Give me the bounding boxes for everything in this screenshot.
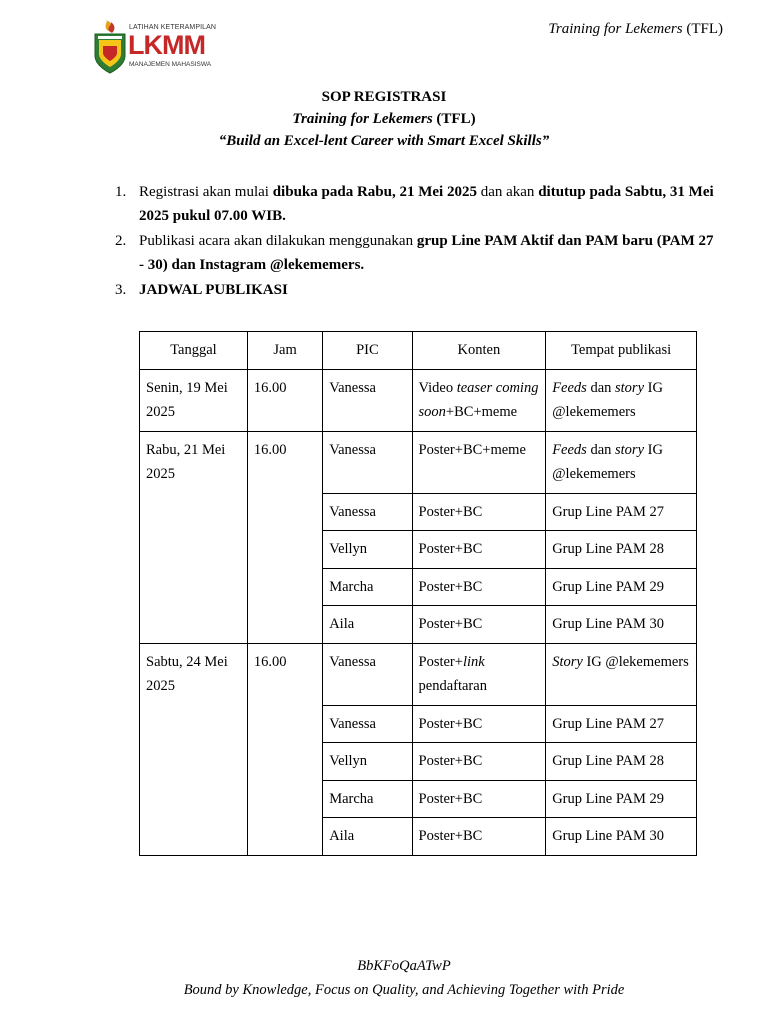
cell-content: Poster+BC [412,780,546,818]
logo-bottom-text: MANAJEMEN MAHASISWA [129,61,212,68]
cell-time: 16.00 [247,643,322,855]
list-bold: grup Line PAM Aktif dan PAM baru (PAM 27 - 30) dan Instagram @lekememers. [139,233,714,273]
place-text: dan [586,379,616,396]
place-italic: story [615,379,645,396]
header-title-italic: Training for Lekemers [548,21,683,37]
list-item [115,278,715,302]
cell-content: Poster+BC [412,531,546,569]
cell-pic: Vanessa [323,493,412,531]
cell-place: Grup Line PAM 30 [546,818,697,856]
place-text: IG @lekememers [552,441,663,482]
place-italic: Feeds [552,441,587,458]
footer-motto: Bound by Knowledge, Focus on Quality, and Achieving Together with Pride [183,982,625,998]
cell-content: Poster+BC [412,705,546,743]
cell-pic: Aila [323,606,412,644]
content-text: pendaftaran [418,678,487,694]
list-text: dan akan [476,184,539,200]
place-italic: Feeds [552,379,587,396]
table-row [140,431,697,493]
list-bold: JADWAL PUBLIKASI [139,282,288,298]
cell-content [412,643,546,705]
document-title-block [0,86,768,152]
subtitle-abbr: (TFL) [436,111,476,127]
list-text: Publikasi acara akan dilakukan menggunakan [139,233,417,249]
content-text: Video [418,379,457,396]
cell-place: Grup Line PAM 30 [546,606,697,644]
document-tagline: “Build an Excel-lent Career with Smart Excel Skills” [218,133,550,149]
table-row [140,643,697,705]
cell-content: Poster+BC [412,606,546,644]
cell-place [546,369,697,431]
cell-content: Poster+BC+meme [412,431,546,493]
header-title-abbr: (TFL) [686,21,723,37]
cell-pic: Aila [323,818,412,856]
col-header-konten: Konten [412,332,546,370]
table-header-row [140,332,697,370]
logo-main-text: LKMM [128,30,205,60]
place-text: dan [586,441,616,458]
place-text: IG @lekememers [552,379,663,420]
numbered-list [115,180,715,303]
cell-place: Grup Line PAM 29 [546,568,697,606]
list-number: 1. [115,184,127,200]
list-bold: dibuka pada Rabu, 21 Mei 2025 [272,184,477,200]
cell-date: Rabu, 21 Mei 2025 [140,431,248,643]
cell-place: Grup Line PAM 29 [546,780,697,818]
content-text: Poster+ [418,653,463,670]
cell-date: Sabtu, 24 Mei 2025 [140,643,248,855]
col-header-jam: Jam [247,332,322,370]
content-text: +BC+meme [445,404,518,420]
cell-time: 16.00 [247,369,322,431]
cell-pic: Vanessa [323,369,412,431]
cell-time: 16.00 [247,431,322,643]
subtitle-italic: Training for Lekemers [292,111,433,127]
cell-pic: Vanessa [323,643,412,705]
list-number: 3. [115,282,127,298]
content-italic: link [462,653,485,670]
list-number: 2. [115,233,127,249]
cell-content: Poster+BC [412,493,546,531]
cell-pic: Vanessa [323,705,412,743]
list-bold: ditutup pada Sabtu, 31 Mei 2025 pukul 07.00 WIB. [139,184,714,224]
col-header-pic: PIC [323,332,412,370]
running-header [548,21,723,38]
document-title: SOP REGISTRASI [321,89,447,105]
cell-pic: Vanessa [323,431,412,493]
list-text: Registrasi akan mulai [139,184,273,200]
list-item [115,229,715,277]
cell-place [546,431,697,493]
list-item [115,180,715,228]
document-subtitle [0,108,768,130]
cell-content: Poster+BC [412,818,546,856]
publication-schedule-table [139,331,697,856]
cell-content: Poster+BC [412,568,546,606]
content-italic: teaser coming soon [418,379,539,420]
cell-place [546,643,697,705]
footer-acronym: BbKFoQaATwP [357,958,451,974]
cell-place: Grup Line PAM 27 [546,493,697,531]
cell-pic: Vellyn [323,743,412,781]
col-header-tempat: Tempat publikasi [546,332,697,370]
place-italic: story [615,441,645,458]
cell-date: Senin, 19 Mei 2025 [140,369,248,431]
place-italic: Story [552,653,583,670]
cell-pic: Vellyn [323,531,412,569]
col-header-tanggal: Tanggal [140,332,248,370]
lkmm-logo [93,20,217,76]
cell-place: Grup Line PAM 27 [546,705,697,743]
cell-pic: Marcha [323,568,412,606]
cell-content [412,369,546,431]
cell-pic: Marcha [323,780,412,818]
cell-place: Grup Line PAM 28 [546,531,697,569]
table-row [140,369,697,431]
place-text: IG @lekememers [582,653,689,670]
cell-place: Grup Line PAM 28 [546,743,697,781]
logo-top-text: LATIHAN KETERAMPILAN [129,24,217,31]
page-footer [0,954,768,1002]
cell-content: Poster+BC [412,743,546,781]
